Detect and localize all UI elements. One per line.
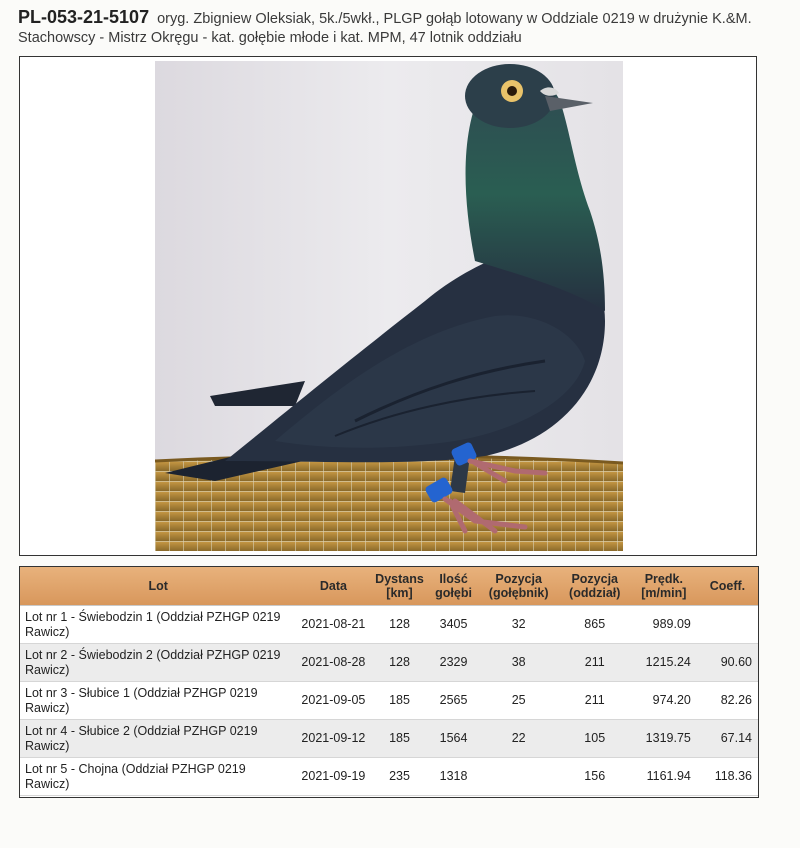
header-pozycja-golebnik: Pozycja (gołębnik) (479, 567, 559, 606)
cell-coeff: 118.36 (697, 758, 758, 796)
cell-ilosc: 3405 (429, 606, 479, 644)
cell-pozycja-golebnik: 25 (479, 682, 559, 720)
header-lot: Lot (20, 567, 296, 606)
cell-lot: Lot nr 1 - Świebodzin 1 (Oddział PZHGP 0219 Rawicz) (20, 606, 296, 644)
cell-predkosc: 1215.24 (631, 644, 697, 682)
cell-pozycja-oddzial: 211 (559, 644, 631, 682)
header-coeff: Coeff. (697, 567, 758, 606)
cell-lot: Lot nr 5 - Chojna (Oddział PZHGP 0219 Rawicz) (20, 758, 296, 796)
cell-data: 2021-08-21 (296, 606, 370, 644)
cell-data: 2021-09-12 (296, 720, 370, 758)
cell-pozycja-oddzial: 156 (559, 758, 631, 796)
cell-dystans: 185 (370, 720, 428, 758)
cell-pozycja-golebnik: 22 (479, 720, 559, 758)
table-row (20, 758, 758, 796)
cell-predkosc: 974.20 (631, 682, 697, 720)
header-data: Data (296, 567, 370, 606)
header-predkosc: Prędk. [m/min] (631, 567, 697, 606)
page-header (18, 8, 788, 48)
cell-coeff: 67.14 (697, 720, 758, 758)
table-header-row (20, 567, 758, 606)
cell-ilosc: 2329 (429, 644, 479, 682)
cell-pozycja-oddzial: 105 (559, 720, 631, 758)
cell-pozycja-oddzial: 865 (559, 606, 631, 644)
cell-predkosc: 1319.75 (631, 720, 697, 758)
cell-pozycja-golebnik: 38 (479, 644, 559, 682)
cell-data: 2021-09-05 (296, 682, 370, 720)
cell-dystans: 185 (370, 682, 428, 720)
cell-predkosc: 1161.94 (631, 758, 697, 796)
cell-dystans: 128 (370, 606, 428, 644)
results-table-frame (19, 566, 759, 798)
table-row (20, 682, 758, 720)
cell-ilosc: 2565 (429, 682, 479, 720)
results-table (20, 567, 758, 796)
cell-lot: Lot nr 3 - Słubice 1 (Oddział PZHGP 0219 Rawicz) (20, 682, 296, 720)
cell-coeff: 90.60 (697, 644, 758, 682)
cell-coeff (697, 606, 758, 644)
cell-predkosc: 989.09 (631, 606, 697, 644)
cell-dystans: 128 (370, 644, 428, 682)
cell-dystans: 235 (370, 758, 428, 796)
cell-data: 2021-09-19 (296, 758, 370, 796)
ring-number: PL-053-21-5107 (18, 7, 150, 27)
cell-pozycja-golebnik (479, 758, 559, 796)
header-pozycja-oddzial: Pozycja (oddział) (559, 567, 631, 606)
cell-data: 2021-08-28 (296, 644, 370, 682)
cell-ilosc: 1564 (429, 720, 479, 758)
cell-ilosc: 1318 (429, 758, 479, 796)
table-row (20, 606, 758, 644)
photo-frame (19, 56, 757, 556)
pigeon-photo (155, 61, 623, 551)
cell-lot: Lot nr 2 - Świebodzin 2 (Oddział PZHGP 0219 Rawicz) (20, 644, 296, 682)
header-ilosc: Ilość gołębi (429, 567, 479, 606)
header-dystans: Dystans [km] (370, 567, 428, 606)
table-row (20, 644, 758, 682)
cell-pozycja-oddzial: 211 (559, 682, 631, 720)
cell-coeff: 82.26 (697, 682, 758, 720)
cell-pozycja-golebnik: 32 (479, 606, 559, 644)
table-row (20, 720, 758, 758)
cell-lot: Lot nr 4 - Słubice 2 (Oddział PZHGP 0219 Rawicz) (20, 720, 296, 758)
pigeon-description: oryg. Zbigniew Oleksiak, 5k./5wkł., PLGP gołąb lotowany w Oddziale 0219 w drużynie K.&M. Stachowscy - Mistrz Okręgu - kat. gołębie młode i kat. MPM, 47 lotnik oddziału (18, 11, 752, 46)
